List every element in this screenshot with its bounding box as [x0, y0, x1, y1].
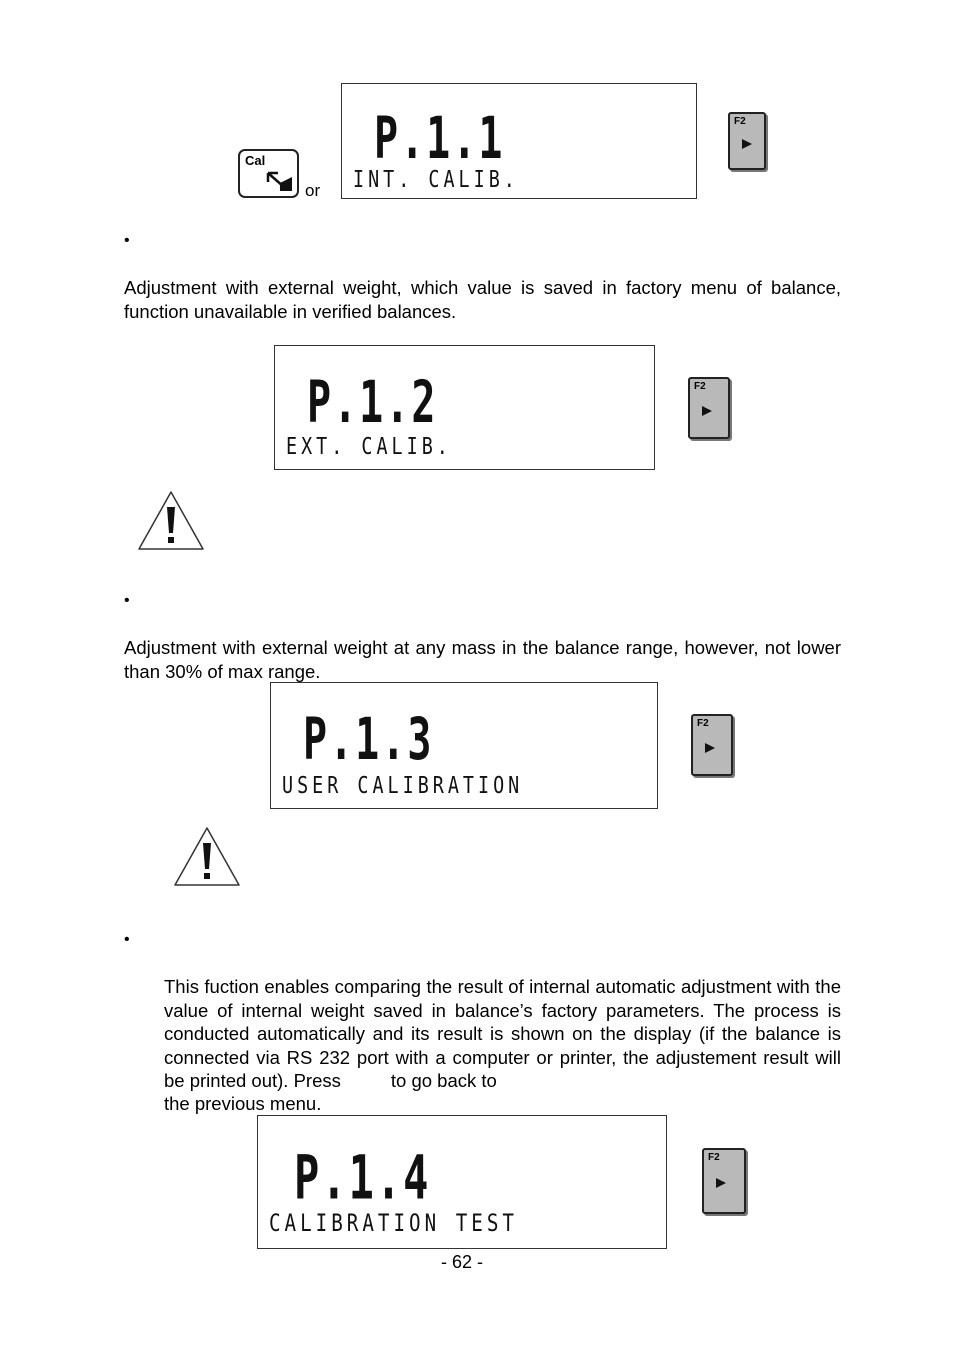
paragraph-test-text: This fuction enables comparing the result of internal automatic adjustment with the value of internal weight saved in balance’s factory parameters. The process is conducted automatically and its result is shown on the display (if the balance is connected via RS 232 port with a computer or printer, the adjustement result will be printed out). Press	[164, 976, 841, 1091]
right-arrow-icon	[702, 406, 712, 416]
f2-key[interactable]	[728, 112, 766, 170]
lcd-display-p12	[274, 345, 655, 470]
warning-icon	[172, 825, 242, 889]
cal-key-label: Cal	[245, 153, 266, 168]
lcd-sub-text: INT. CALIB.	[353, 167, 519, 193]
lcd-sub-text: USER CALIBRATION	[282, 773, 524, 799]
paragraph-ext-calibration: Adjustment with external weight, which value is saved in factory menu of balance, function unavailable in verified balances.	[124, 277, 841, 322]
page-number: - 62 -	[440, 1252, 483, 1272]
f2-label: F2	[734, 116, 746, 127]
lcd-display-p11	[341, 83, 697, 199]
lcd-main-text: P.1.2	[307, 370, 438, 437]
right-arrow-icon	[705, 743, 715, 753]
f2-label: F2	[708, 1152, 720, 1163]
warning-icon	[136, 489, 206, 553]
bullet: •	[124, 232, 130, 249]
lcd-main-text: P.1.3	[303, 707, 434, 774]
paragraph-test-last-line: the previous menu.	[164, 1093, 322, 1114]
lcd-main-text: P.1.1	[374, 106, 505, 173]
f2-key[interactable]	[702, 1148, 746, 1214]
cal-key[interactable]	[238, 149, 299, 198]
cal-arrow-icon	[264, 169, 296, 193]
lcd-display-p13	[270, 682, 658, 809]
f2-key[interactable]	[688, 377, 730, 439]
lcd-sub-text: CALIBRATION TEST	[269, 1209, 518, 1237]
lcd-main-text: P.1.4	[294, 1142, 431, 1214]
right-arrow-icon	[742, 139, 752, 149]
f2-label: F2	[694, 381, 706, 392]
bullet: •	[124, 931, 130, 948]
f2-key[interactable]	[691, 714, 733, 776]
lcd-sub-text: EXT. CALIB.	[286, 434, 452, 460]
f2-label: F2	[697, 718, 709, 729]
paragraph-calibration-test	[164, 975, 841, 1093]
lcd-display-p14	[257, 1115, 667, 1249]
right-arrow-icon	[716, 1178, 726, 1188]
paragraph-user-calibration: Adjustment with external weight at any mass in the balance range, however, not lower than 30% of max range.	[124, 637, 841, 682]
or-text: or	[305, 181, 321, 200]
bullet: •	[124, 592, 130, 609]
paragraph-test-text-continued: to go back to	[390, 1070, 497, 1091]
